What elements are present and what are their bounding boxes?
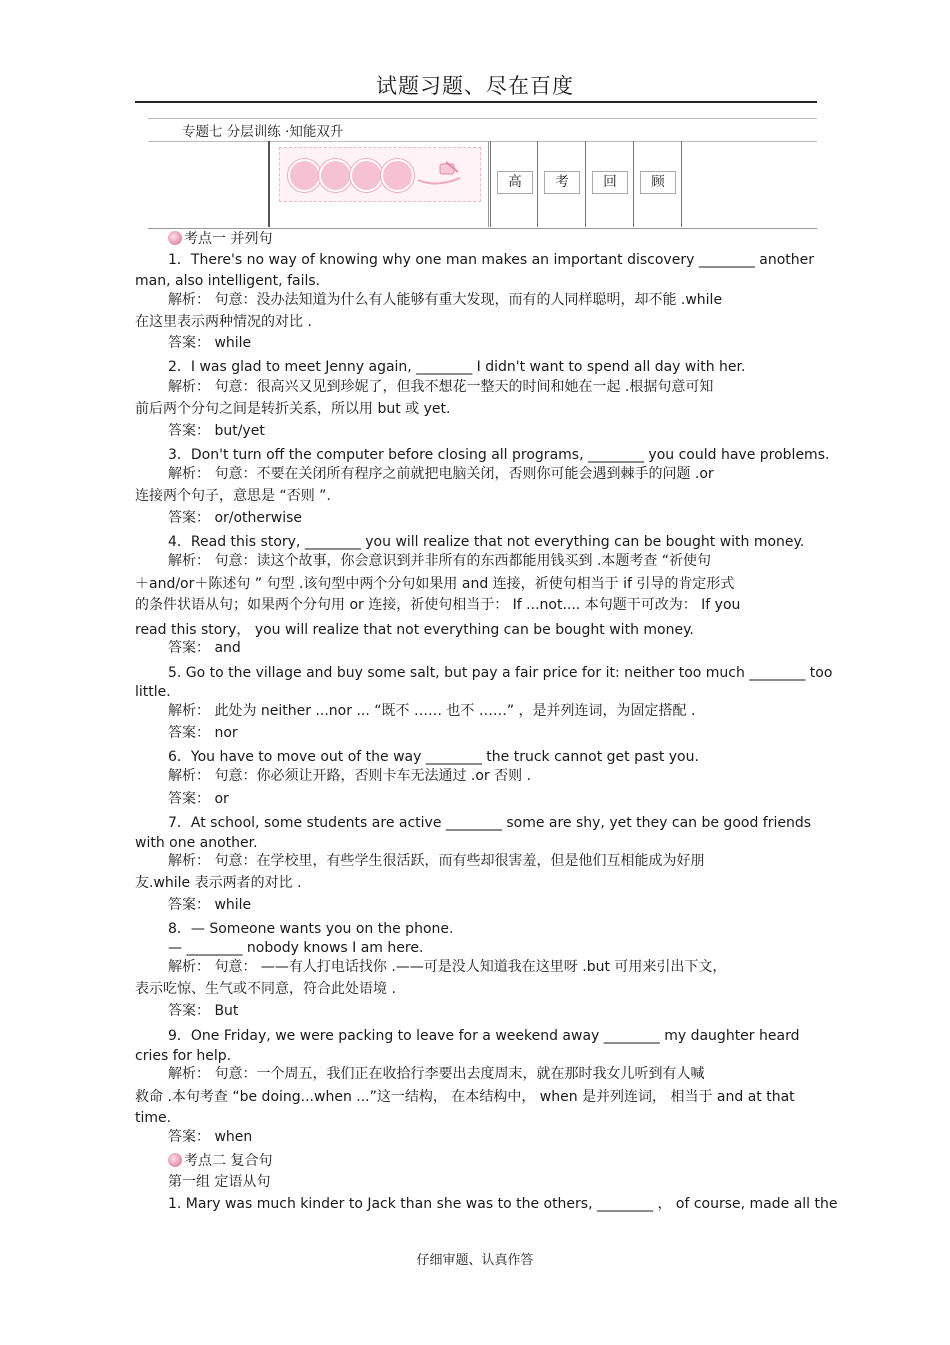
section-label: 考点一 并列句 [184,231,273,247]
text-line: 答案： or [168,791,229,807]
review-char: 顾 [640,171,676,194]
pen-flourish-icon [416,158,464,188]
review-char: 考 [544,171,580,194]
text-line: time. [135,1110,172,1126]
text-line: 答案： but/yet [168,423,265,439]
text-line: 救命 .本句考查 “be doing...when ...”这一结构， 在本结构中， when 是并列连词， 相当于 and at that [135,1089,795,1105]
text-line: 解析： 句意：你必须让开路，否则卡车无法通过 .or 否则 . [168,768,532,784]
text-line: — ________ nobody knows I am here. [168,940,424,956]
text-line: read this story， you will realize that not everything can be bought with money. [135,622,694,638]
review-cell [490,141,538,227]
text-line: 在这里表示两种情况的对比 . [135,314,312,330]
text-line: 答案： and [168,640,241,656]
text-line: 表示吃惊、生气或不同意，符合此处语境 . [135,981,396,997]
text-line: 解析： 句意：很高兴又见到珍妮了，但我不想花一整天的时间和她在一起 .根据句意可知 [168,379,714,395]
text-line: ＋and/or＋陈述句 ” 句型 .该句型中两个分句如果用 and 连接，祈使句相当于 if 引导的肯定形式 [135,576,735,592]
text-line: with one another. [135,835,258,851]
text-line: 7．At school, some students are active ________ some are shy, yet they can be good friends [168,815,812,831]
text-line: 答案： while [168,897,252,913]
section-marker-icon [168,231,182,245]
text-line: man, also intelligent, fails. [135,273,321,289]
text-line: 解析： 句意：不要在关闭所有程序之前就把电脑关闭，否则你可能会遇到棘手的问题 .or [168,466,714,482]
text-line: 答案： or/otherwise [168,510,303,526]
text-line: 8．— Someone wants you on the phone. [168,921,454,937]
text-line: 的条件状语从句；如果两个分句用 or 连接，祈使句相当于： If ...not.... 本句题干可改为： If you [135,597,741,613]
text-line: 答案： nor [168,725,238,741]
text-line: 答案： when [168,1129,253,1145]
topic-label: 专题七 分层训练 ·知能双升 [182,124,344,140]
section-label: 考点二 复合句 [184,1153,273,1169]
text-line: 解析： 句意：读这个故事，你会意识到并非所有的东西都能用钱买到 .本题考查 “祈使句 [168,553,712,569]
section-marker-icon [168,1153,182,1167]
text-line: 解析： 句意：没办法知道为什么有人能够有重大发现，而有的人同样聪明，却不能 .while [168,292,723,308]
text-line: 前后两个分句之间是转折关系，所以用 but 或 yet. [135,401,451,417]
page-header: 试题习题、尽在百度 [376,74,574,98]
topic-bar [148,118,817,142]
text-line: 9．One Friday, we were packing to leave for a weekend away ________ my daughter heard [168,1028,800,1044]
text-line: 解析： 此处为 neither ...nor ... “既不 …… 也不 ……” ，是并列连词，为固定搭配 . [168,703,696,719]
text-line: 答案： But [168,1003,239,1019]
text-line: 1. Mary was much kinder to Jack than she was to the others, ________ ， of course, made all the [168,1196,838,1212]
text-line: 1．There's no way of knowing why one man makes an important discovery ________ another [168,252,815,268]
banner-image [268,141,489,227]
circle-icon [288,159,321,192]
subsection-heading: 第一组 定语从句 [168,1174,271,1190]
text-line: 4．Read this story, ________ you will realize that not everything can be bought with money. [168,534,805,550]
text-line: 答案： while [168,335,252,351]
decorative-circles-art [279,147,481,202]
text-line: 连接两个句子，意思是 “否则 ”. [135,488,331,504]
text-line: cries for help. [135,1048,232,1064]
text-line: 友.while 表示两者的对比 . [135,875,302,891]
circle-icon [350,159,383,192]
text-line: 解析： 句意：在学校里，有些学生很活跃，而有些却很害羞，但是他们互相能成为好朋 [168,853,705,869]
section-heading [168,1150,272,1170]
review-cell [537,141,586,227]
circle-icon [381,159,414,192]
review-cell [585,141,634,227]
text-line: 解析： 句意：一个周五，我们正在收拾行李要出去度周末，就在那时我女儿听到有人喊 [168,1066,705,1082]
review-cell-end [681,141,683,227]
text-line: 5. Go to the village and buy some salt, but pay a fair price for it: neither too much ________ too [168,665,833,681]
text-line: 解析： 句意： ——有人打电话找你 .——可是没人知道我在这里呀 .but 可用来引出下文， [168,959,727,975]
review-cell [633,141,682,227]
text-line: 6．You have to move out of the way ________ the truck cannot get past you. [168,749,699,765]
circle-icon [319,159,352,192]
text-line: little. [135,684,171,700]
review-char: 高 [497,171,533,194]
page-footer: 仔细审题、认真作答 [416,1253,534,1268]
review-char: 回 [592,171,628,194]
section-heading [168,228,272,248]
text-line: 3．Don't turn off the computer before closing all programs, ________ you could have problems. [168,447,830,463]
review-cells [486,141,817,228]
header-rule [135,101,817,103]
text-line: 2．I was glad to meet Jenny again, ________ I didn't want to spend all day with her. [168,359,746,375]
